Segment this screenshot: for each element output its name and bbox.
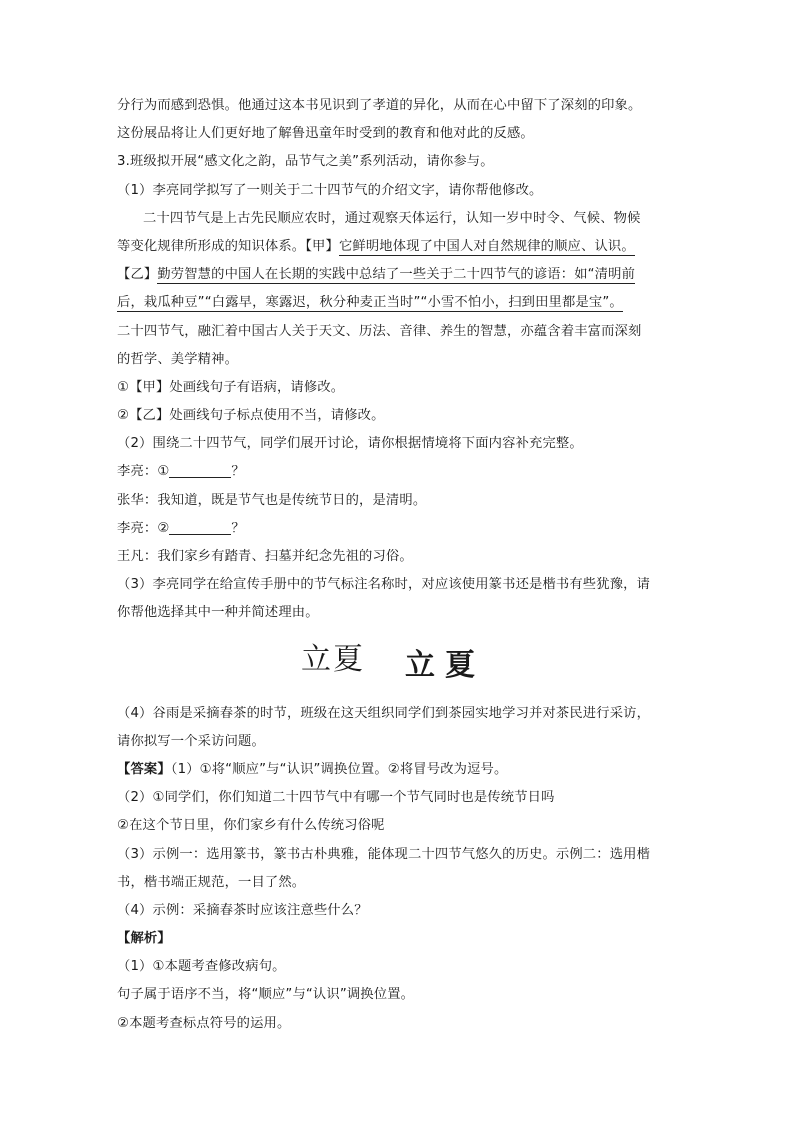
analysis-label: 【解析】 [117, 931, 171, 947]
answer-text: （1）①将“顺应”与“认识”调换位置。②将冒号改为逗号。 [170, 761, 508, 777]
speaker-text: 李亮：① [117, 464, 170, 480]
answer-line: （3）示例一：选用篆书，篆书古朴典雅，能体现二十四节气悠久的历史。示例二：选用楷 [117, 846, 651, 862]
passage-line: 二十四节气是上古先民顺应农时，通过观察天体运行，认知一岁中时令、气候、物候 [143, 210, 641, 226]
question-3-4-prompt: 请你拟写一个采访问题。 [117, 733, 265, 749]
passage-line [117, 233, 687, 261]
question-3-4-prompt: （4）谷雨是采摘春茶的时节，班级在这天组织同学们到茶园实地学习并对茶民进行采访， [117, 705, 651, 721]
marker-yi: 【乙】 [117, 267, 158, 283]
analysis-line [117, 925, 687, 953]
question-3-2-prompt: （2）围绕二十四节气，同学们展开讨论，请你根据情境将下面内容补充完整。 [117, 436, 583, 452]
question-mark: ？ [231, 464, 245, 480]
answer-line: ②在这个节日里，你们家乡有什么传统习俗呢 [117, 818, 385, 834]
question-mark: ？ [231, 520, 245, 536]
dialogue-line: 张华：我知道，既是节气也是传统节日的，是清明。 [117, 492, 427, 508]
seal-script-lixia: 立夏 [301, 641, 365, 677]
passage-line: 的哲学、美学精神。 [117, 351, 239, 367]
answer-label: 【答案】 [117, 761, 171, 777]
question-3-3-prompt: 你帮他选择其中一种并简述理由。 [117, 605, 319, 621]
document-page [117, 92, 687, 1038]
passage-text: 等变化规律所形成的知识体系。【甲】 [117, 238, 339, 254]
text-line: 分行为而感到恐惧。他通过这本书见识到了孝道的异化，从而在心中留下了深刻的印象。 [117, 98, 642, 113]
underlined-sentence-yi: 勤劳智慧的中国人在长期的实践中总结了一些关于二十四节气的谚语：如“清明前 [157, 267, 636, 283]
dialogue-line: 王凡：我们家乡有踏青、扫墓并纪念先祖的习俗。 [117, 549, 413, 564]
answer-line: （4）示例：采摘春茶时应该注意些什么？ [117, 902, 368, 918]
question-3-1-prompt: （1）李亮同学拟写了一则关于二十四节气的介绍文字，请你帮他修改。 [117, 182, 543, 198]
fill-blank-1 [169, 463, 231, 478]
analysis-line: ②本题考查标点符号的运用。 [117, 1015, 291, 1031]
analysis-line: 句子属于语序不当，将“顺应”与“认识”调换位置。 [117, 987, 415, 1003]
dialogue-line [117, 458, 687, 486]
passage-line: 二十四节气，融汇着中国古人关于天文、历法、音律、养生的智慧，亦蕴含着丰富而深刻 [117, 323, 642, 339]
underlined-sentence-jia: 它鲜明地体现了中国人对自然规律的顺应、认识。 [338, 238, 635, 254]
answer-line: （2）①同学们，你们知道二十四节气中有哪一个节气同时也是传统节日吗 [117, 790, 555, 806]
task-1: ①【甲】处画线句子有语病，请修改。 [117, 379, 345, 395]
fill-blank-2 [169, 520, 231, 535]
question-3-title: 3.班级拟开展“感文化之韵，品节气之美”系列活动，请你参与。 [117, 154, 494, 170]
underlined-sentence-yi-cont: 后，栽瓜种豆”“白露早，寒露迟，秋分种麦正当时”“小雪不怕小，扫到田里都是宝”。 [117, 295, 623, 311]
analysis-line: （1）①本题考查修改病句。 [117, 959, 286, 975]
dialogue-line [117, 515, 687, 543]
question-3-3-prompt: （3）李亮同学在给宣传手册中的节气标注名称时，对应该使用篆书还是楷书有些犹豫，请 [117, 577, 651, 593]
text-line: 这份展品将让人们更好地了解鲁迅童年时受到的教育和他对此的反感。 [117, 126, 534, 142]
task-2: ②【乙】处画线句子标点使用不当，请修改。 [117, 408, 385, 424]
calligraphy-image [117, 628, 687, 700]
answer-line: 书，楷书端正规范，一目了然。 [117, 874, 306, 890]
passage-line [117, 261, 687, 289]
regular-script-lixia: 立夏 [405, 647, 485, 683]
speaker-text: 李亮：② [117, 520, 170, 536]
answer-line [117, 756, 687, 784]
passage-line [117, 289, 687, 317]
